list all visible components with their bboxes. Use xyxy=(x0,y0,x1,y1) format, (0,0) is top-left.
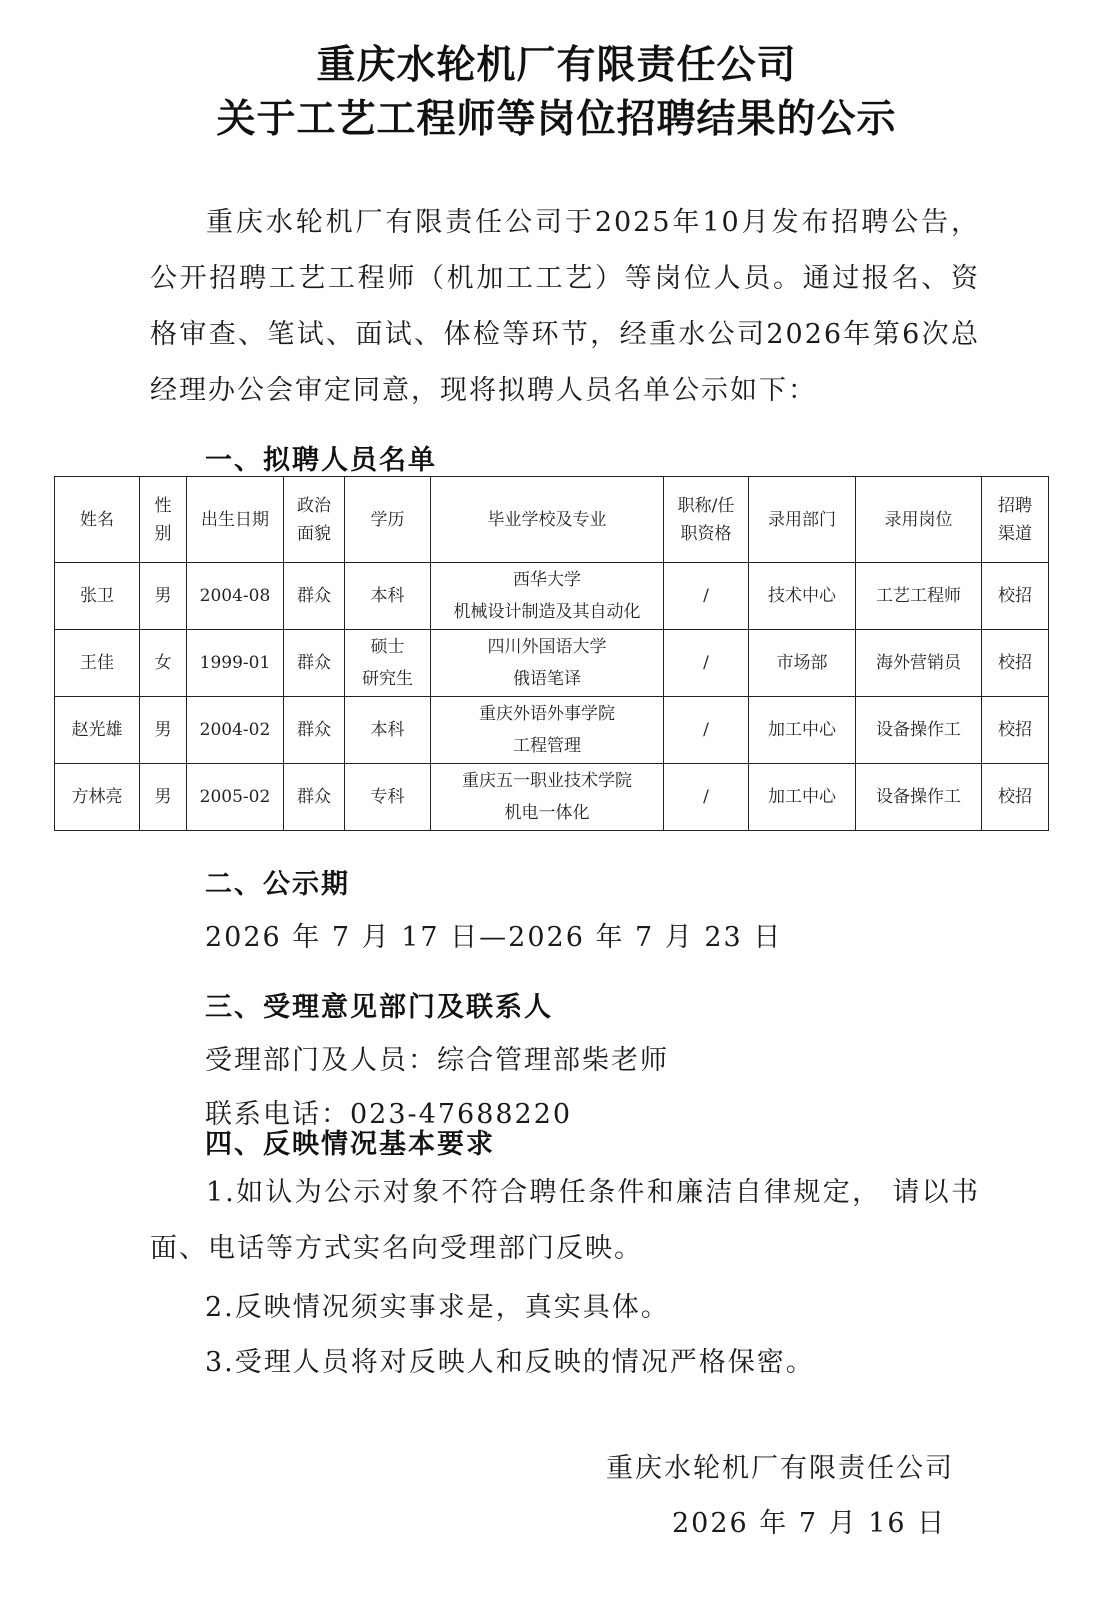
column-header-text: 学历 xyxy=(370,509,405,530)
signature-date: 2026 年 7 月 16 日 xyxy=(672,1508,947,1539)
cell-professional-title: / xyxy=(664,764,749,831)
cell-gender: 女 xyxy=(140,630,187,697)
cell-department: 加工中心 xyxy=(749,764,856,831)
major-name: 机械设计制造及其自动化 xyxy=(453,602,641,622)
cell-name: 赵光雄 xyxy=(55,697,140,764)
column-header xyxy=(140,477,187,563)
candidate-table xyxy=(54,476,1049,831)
education-text: 硕士 xyxy=(370,637,405,657)
contact-department: 受理部门及人员：综合管理部柴老师 xyxy=(205,1045,669,1076)
section1-heading: 一、拟聘人员名单 xyxy=(205,445,437,476)
education-text: 专科 xyxy=(370,787,405,807)
column-header-text: 性 xyxy=(154,495,172,516)
table-row xyxy=(55,630,1049,697)
cell-gender: 男 xyxy=(140,563,187,630)
cell-department: 技术中心 xyxy=(749,563,856,630)
requirement-item-1: 1.如认为公示对象不符合聘任条件和廉洁自律规定， 请以书面、电话等方式实名向受理部门反映。 xyxy=(150,1177,980,1264)
column-header-text: 录用部门 xyxy=(768,509,836,530)
cell-political-status: 群众 xyxy=(284,764,345,831)
cell-education xyxy=(345,563,431,630)
document-title-line1: 重庆水轮机厂有限责任公司 xyxy=(316,43,797,88)
column-header xyxy=(187,477,284,563)
cell-position: 设备操作工 xyxy=(856,697,982,764)
column-header-text: 毕业学校及专业 xyxy=(487,509,607,530)
cell-education xyxy=(345,630,431,697)
cell-professional-title: / xyxy=(664,697,749,764)
school-name: 四川外国语大学 xyxy=(487,637,607,657)
cell-recruit-channel: 校招 xyxy=(982,630,1049,697)
cell-birth-date: 2004-02 xyxy=(187,697,284,764)
major-name: 工程管理 xyxy=(513,736,581,756)
column-header-text: 职称/任 xyxy=(677,495,735,516)
column-header xyxy=(982,477,1049,563)
signature-organization: 重庆水轮机厂有限责任公司 xyxy=(606,1453,954,1484)
cell-school-major xyxy=(431,764,664,831)
table-row xyxy=(55,764,1049,831)
requirement-item-3: 3.受理人员将对反映人和反映的情况严格保密。 xyxy=(205,1347,815,1378)
column-header-text: 面貌 xyxy=(297,523,331,544)
column-header-text: 别 xyxy=(154,523,172,544)
cell-school-major xyxy=(431,630,664,697)
cell-education xyxy=(345,697,431,764)
table-row xyxy=(55,563,1049,630)
cell-recruit-channel: 校招 xyxy=(982,563,1049,630)
column-header-text: 出生日期 xyxy=(201,509,269,530)
education-text: 本科 xyxy=(370,720,405,740)
cell-position: 设备操作工 xyxy=(856,764,982,831)
cell-department: 市场部 xyxy=(749,630,856,697)
cell-name: 张卫 xyxy=(55,563,140,630)
requirement-item-2: 2.反映情况须实事求是，真实具体。 xyxy=(205,1292,670,1323)
column-header-text: 渠道 xyxy=(998,523,1032,544)
cell-recruit-channel: 校招 xyxy=(982,764,1049,831)
table-row xyxy=(55,697,1049,764)
column-header xyxy=(664,477,749,563)
education-text: 研究生 xyxy=(362,669,413,689)
column-header-text: 姓名 xyxy=(80,509,114,530)
cell-position: 海外营销员 xyxy=(856,630,982,697)
section4-heading: 四、反映情况基本要求 xyxy=(205,1129,495,1160)
column-header-text: 招聘 xyxy=(998,495,1032,516)
cell-name: 王佳 xyxy=(55,630,140,697)
cell-political-status: 群众 xyxy=(284,563,345,630)
column-header xyxy=(431,477,664,563)
cell-gender: 男 xyxy=(140,697,187,764)
major-name: 机电一体化 xyxy=(504,803,590,823)
cell-gender: 男 xyxy=(140,764,187,831)
document-title-line2: 关于工艺工程师等岗位招聘结果的公示 xyxy=(216,97,897,142)
publicity-period: 2026 年 7 月 17 日—2026 年 7 月 23 日 xyxy=(205,922,783,953)
school-name: 重庆外语外事学院 xyxy=(479,704,615,724)
cell-department: 加工中心 xyxy=(749,697,856,764)
cell-professional-title: / xyxy=(664,630,749,697)
cell-political-status: 群众 xyxy=(284,630,345,697)
column-header-text: 职资格 xyxy=(680,523,732,544)
section3-heading: 三、受理意见部门及联系人 xyxy=(205,992,553,1023)
contact-phone: 联系电话：023-47688220 xyxy=(205,1099,573,1130)
column-header xyxy=(749,477,856,563)
cell-position: 工艺工程师 xyxy=(856,563,982,630)
school-name: 重庆五一职业技术学院 xyxy=(462,771,632,791)
section2-heading: 二、公示期 xyxy=(205,869,350,900)
column-header-text: 录用岗位 xyxy=(884,509,953,530)
cell-birth-date: 1999-01 xyxy=(187,630,284,697)
cell-education xyxy=(345,764,431,831)
cell-birth-date: 2004-08 xyxy=(187,563,284,630)
column-header-text: 政治 xyxy=(297,495,331,516)
table-header-row xyxy=(55,477,1049,563)
column-header xyxy=(345,477,431,563)
cell-birth-date: 2005-02 xyxy=(187,764,284,831)
cell-name: 方林亮 xyxy=(55,764,140,831)
cell-professional-title: / xyxy=(664,563,749,630)
intro-paragraph: 重庆水轮机厂有限责任公司于2025年10月发布招聘公告，公开招聘工艺工程师（机加工工艺）等岗位人员。通过报名、资格审查、笔试、面试、体检等环节，经重水公司2026年第6次总经理办公会审定同意，现将拟聘人员名单公示如下： xyxy=(150,207,980,406)
cell-recruit-channel: 校招 xyxy=(982,697,1049,764)
education-text: 本科 xyxy=(370,586,405,606)
column-header xyxy=(856,477,982,563)
column-header xyxy=(55,477,140,563)
major-name: 俄语笔译 xyxy=(513,669,581,689)
cell-school-major xyxy=(431,563,664,630)
cell-school-major xyxy=(431,697,664,764)
school-name: 西华大学 xyxy=(513,570,581,590)
cell-political-status: 群众 xyxy=(284,697,345,764)
column-header xyxy=(284,477,345,563)
